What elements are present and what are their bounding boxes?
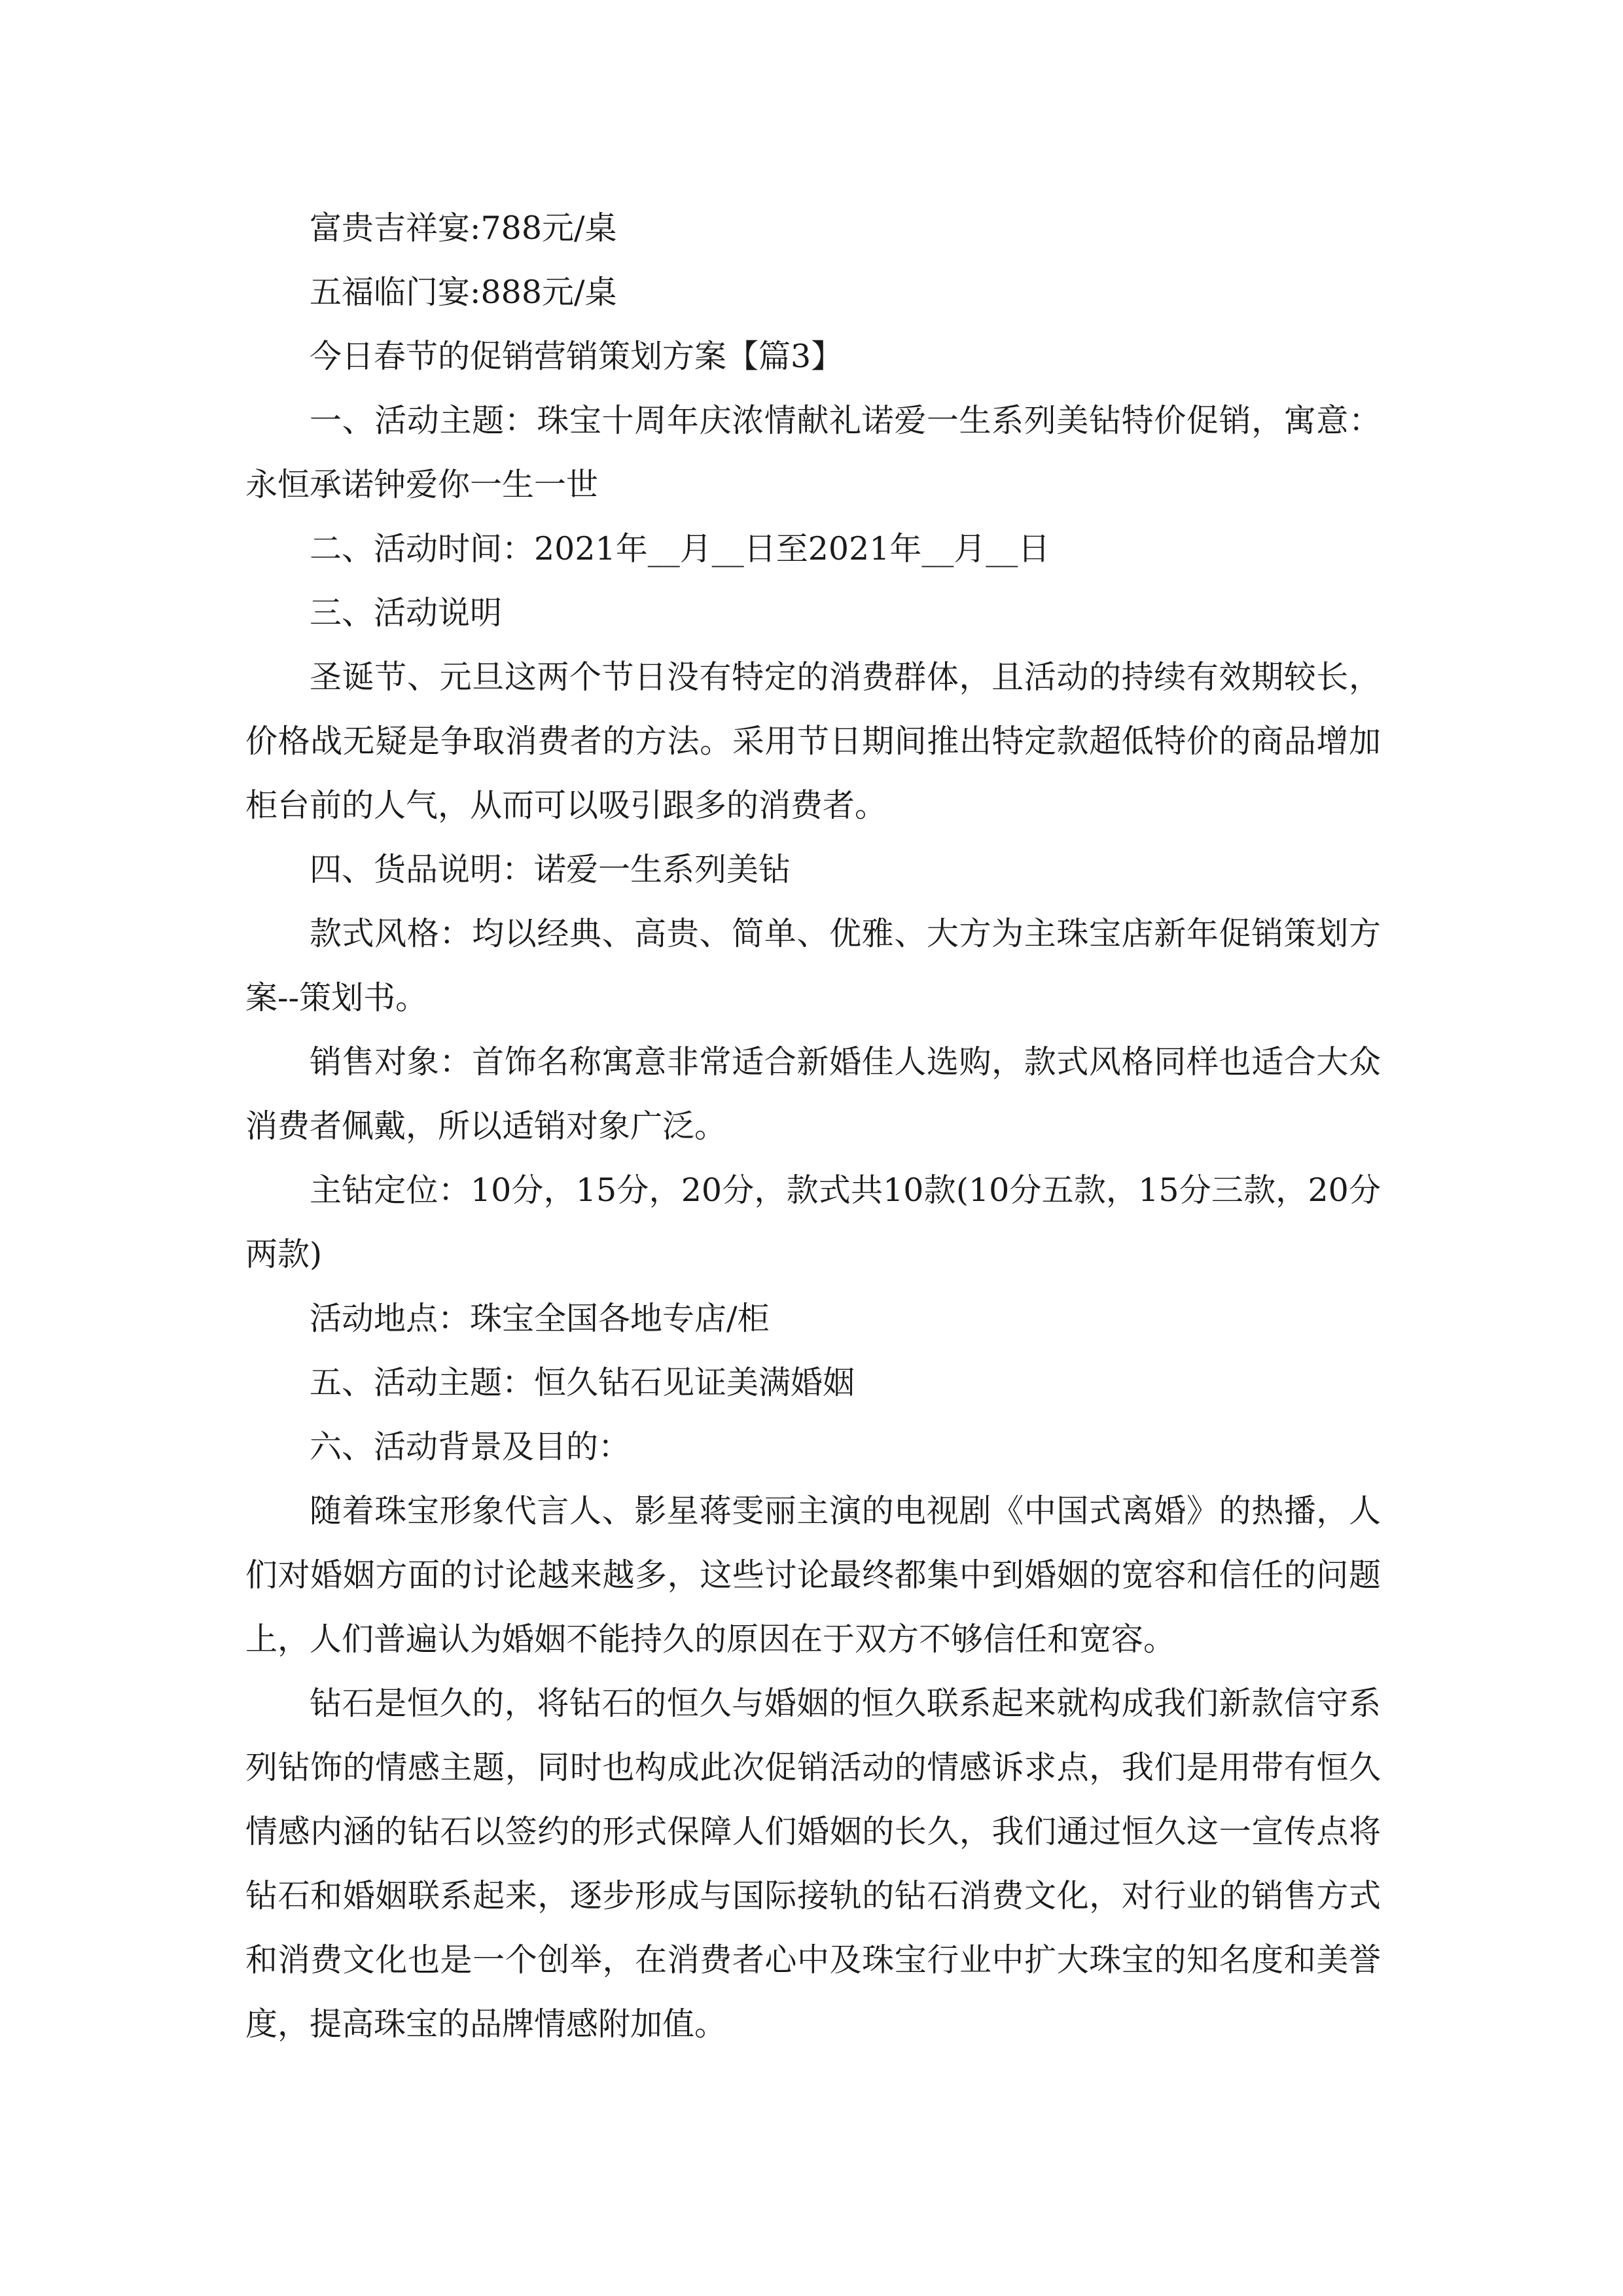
paragraph-location: 活动地点：珠宝全国各地专店/柜 [310,1300,770,1337]
paragraph-activity-time: 二、活动时间：2021年__月__日至2021年__月__日 [310,530,1050,567]
paragraph-sales-target: 销售对象：首饰名称寓意非常适合新婚佳人选购，款式风格同样也适合大众消费者佩戴，所以适销对象广泛。 [245,1043,1381,1145]
paragraph-activity-theme: 一、活动主题：珠宝十周年庆浓情献礼诺爱一生系列美钻特价促销，寓意：永恒承诺钟爱你一生一世 [245,402,1381,503]
paragraph-activity-description-heading: 三、活动说明 [310,594,503,632]
paragraph-style: 款式风格：均以经典、高贵、简单、优雅、大方为主珠宝店新年促销策划方案--策划书。 [245,915,1381,1016]
paragraph-background: 随着珠宝形象代言人、影星蒋雯丽主演的电视剧《中国式离婚》的热播，人们对婚姻方面的讨论越来越多，这些讨论最终都集中到婚姻的宽容和信任的问题上，人们普遍认为婚姻不能持久的原因在于双方不够信任和宽容。 [245,1492,1381,1658]
document-body [245,196,1381,2056]
paragraph-main-diamond: 主钻定位：10分，15分，20分，款式共10款(10分五款，15分三款，20分两款) [245,1172,1381,1273]
paragraph-diamond-eternal: 钻石是恒久的，将钻石的恒久与婚姻的恒久联系起来就构成我们新款信守系列钻饰的情感主题，同时也构成此次促销活动的情感诉求点，我们是用带有恒久情感内涵的钻石以签约的形式保障人们婚姻的长久，我们通过恒久这一宣传点将钻石和婚姻联系起来，逐步形成与国际接轨的钻石消费文化，对行业的销售方式和消费文化也是一个创举，在消费者心中及珠宝行业中扩大珠宝的知名度和美誉度，提高珠宝的品牌情感附加值。 [245,1685,1381,2043]
paragraph-goods-description: 四、货品说明：诺爱一生系列美钻 [310,851,791,888]
section-title: 今日春节的促销营销策划方案【篇3】 [310,338,844,375]
paragraph-activity-description: 圣诞节、元旦这两个节日没有特定的消费群体，且活动的持续有效期较长，价格战无疑是争取消费者的方法。采用节日期间推出特定款超低特价的商品增加柜台前的人气，从而可以吸引跟多的消费者。 [245,658,1381,824]
paragraph-menu-price-1: 富贵吉祥宴:788元/桌 [310,209,617,247]
paragraph-theme-5: 五、活动主题：恒久钻石见证美满婚姻 [310,1364,855,1401]
paragraph-background-heading: 六、活动背景及目的： [310,1428,631,1465]
paragraph-menu-price-2: 五福临门宴:888元/桌 [310,274,617,311]
